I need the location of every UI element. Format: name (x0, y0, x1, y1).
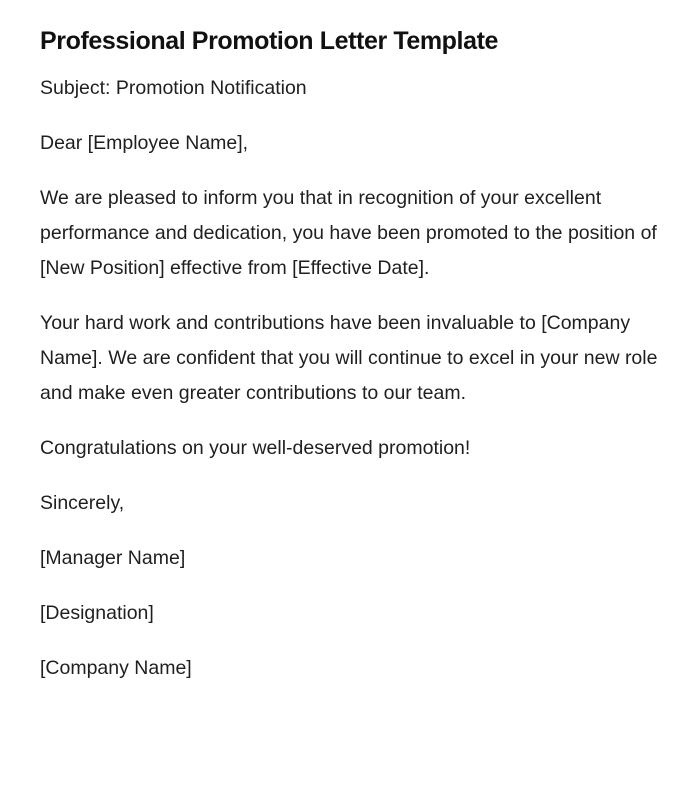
closing-line: Sincerely, (40, 492, 125, 514)
signature-designation: [Designation] (40, 602, 154, 624)
body-paragraph-promotion: We are pleased to inform you that in recognition of your excellent performance and dedication, you have been promoted to the position of [New Position] effective from [Effective Date]. (40, 187, 657, 279)
signature-manager-name: [Manager Name] (40, 547, 186, 569)
signature-company-name: [Company Name] (40, 657, 192, 679)
body-paragraph-contributions: Your hard work and contributions have been invaluable to [Company Name]. We are confident that you will continue to excel in your new role and make even greater contributions to our team. (40, 312, 658, 404)
salutation: Dear [Employee Name], (40, 132, 249, 154)
document-title: Professional Promotion Letter Template (40, 27, 499, 55)
subject-line: Subject: Promotion Notification (40, 77, 307, 99)
congratulations-line: Congratulations on your well-deserved promotion! (40, 437, 471, 459)
